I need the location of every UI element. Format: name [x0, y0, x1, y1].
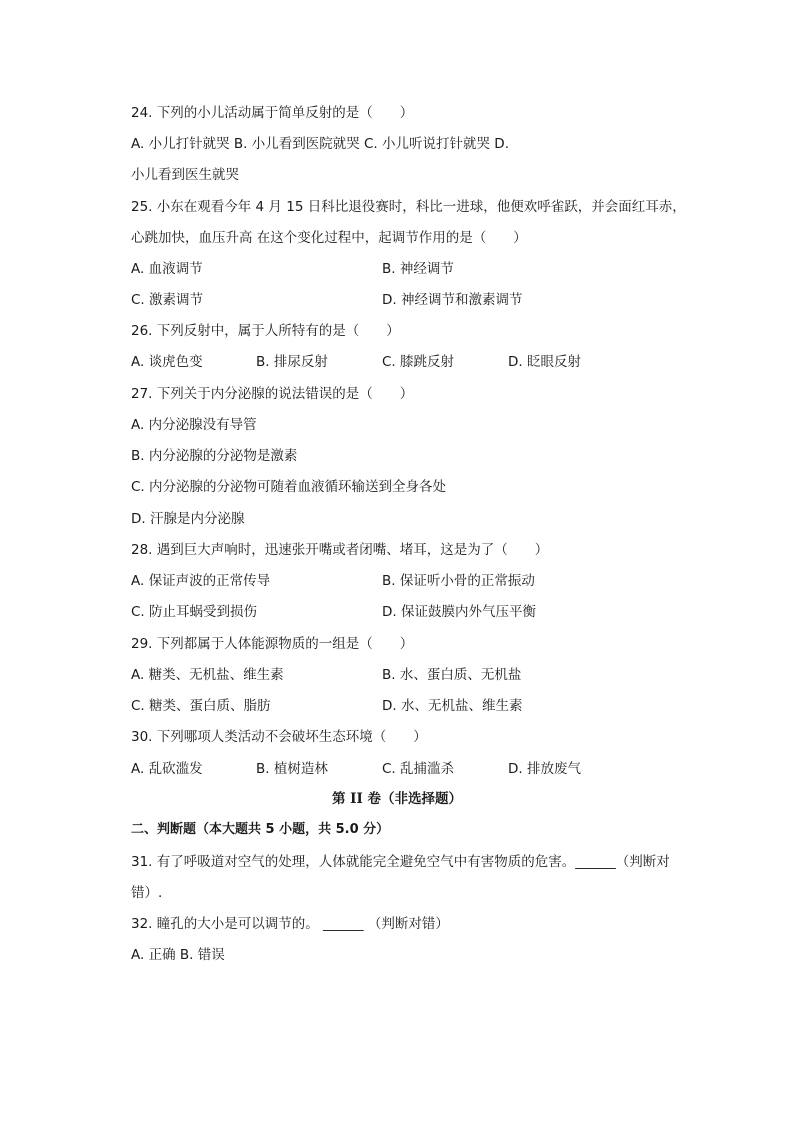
q26-stem: 26. 下列反射中，属于人所特有的是（ ） — [131, 323, 400, 339]
q25-stem-line2: 心跳加快，血压升高 在这个变化过程中，起调节作用的是（ ） — [131, 230, 527, 246]
q26-option-c: C. 膝跳反射 — [382, 354, 455, 370]
q30-option-c: C. 乱捕滥杀 — [382, 761, 455, 777]
q26-option-b: B. 排尿反射 — [256, 354, 328, 370]
q28-stem: 28. 遇到巨大声响时，迅速张开嘴或者闭嘴、堵耳，这是为了（ ） — [131, 542, 549, 558]
q24-stem: 24. 下列的小儿活动属于简单反射的是（ ） — [131, 105, 414, 121]
q29-option-b: B. 水、蛋白质、无机盐 — [382, 667, 522, 683]
q29-stem: 29. 下列都属于人体能源物质的一组是（ ） — [131, 636, 414, 652]
q27-option-c: C. 内分泌腺的分泌物可随着血液循环输送到全身各处 — [131, 479, 447, 495]
q27-option-a: A. 内分泌腺没有导管 — [131, 417, 257, 433]
q27-option-b: B. 内分泌腺的分泌物是激素 — [131, 448, 298, 464]
q30-option-d: D. 排放废气 — [508, 761, 581, 777]
q25-option-b: B. 神经调节 — [382, 261, 454, 277]
q32-options: A. 正确 B. 错误 — [131, 947, 225, 963]
q28-option-b: B. 保证听小骨的正常振动 — [382, 573, 535, 589]
q26-option-a: A. 谈虎色变 — [131, 354, 203, 370]
q28-option-a: A. 保证声波的正常传导 — [131, 573, 271, 589]
q30-option-b: B. 植树造林 — [256, 761, 328, 777]
section2-header: 二、判断题（本大题共 5 小题，共 5.0 分） — [131, 822, 390, 837]
q28-option-c: C. 防止耳蜗受到损伤 — [131, 604, 258, 620]
q29-option-d: D. 水、无机盐、维生素 — [382, 698, 523, 714]
q24-options-line: A. 小儿打针就哭 B. 小儿看到医院就哭 C. 小儿听说打针就哭 D. — [131, 136, 509, 152]
q29-option-a: A. 糖类、无机盐、维生素 — [131, 667, 284, 683]
q25-stem-line1: 25. 小东在观看今年 4 月 15 日科比退役赛时，科比一进球，他便欢呼雀跃，并会面红耳赤， — [131, 199, 686, 215]
q28-option-d: D. 保证鼓膜内外气压平衡 — [382, 604, 536, 620]
q29-option-c: C. 糖类、蛋白质、脂肪 — [131, 698, 271, 714]
q30-stem: 30. 下列哪项人类活动不会破坏生态环境（ ） — [131, 729, 427, 745]
q26-option-d: D. 眨眼反射 — [508, 354, 581, 370]
q30-option-a: A. 乱砍滥发 — [131, 761, 203, 777]
q27-stem: 27. 下列关于内分泌腺的说法错误的是（ ） — [131, 386, 414, 402]
q25-option-d: D. 神经调节和激素调节 — [382, 292, 523, 308]
q27-option-d: D. 汗腺是内分泌腺 — [131, 511, 245, 527]
q24-option-d-text: 小儿看到医生就哭 — [131, 167, 239, 183]
q32-line1: 32. 瞳孔的大小是可以调节的。 ______ （判断对错） — [131, 916, 449, 932]
q25-option-c: C. 激素调节 — [131, 292, 204, 308]
section-title: 第 II 卷（非选择题） — [331, 791, 463, 807]
q25-option-a: A. 血液调节 — [131, 261, 203, 277]
q31-line1: 31. 有了呼吸道对空气的处理，人体就能完全避免空气中有害物质的危害。______（判断对 — [131, 854, 670, 870]
q31-line2: 错）. — [131, 885, 163, 901]
